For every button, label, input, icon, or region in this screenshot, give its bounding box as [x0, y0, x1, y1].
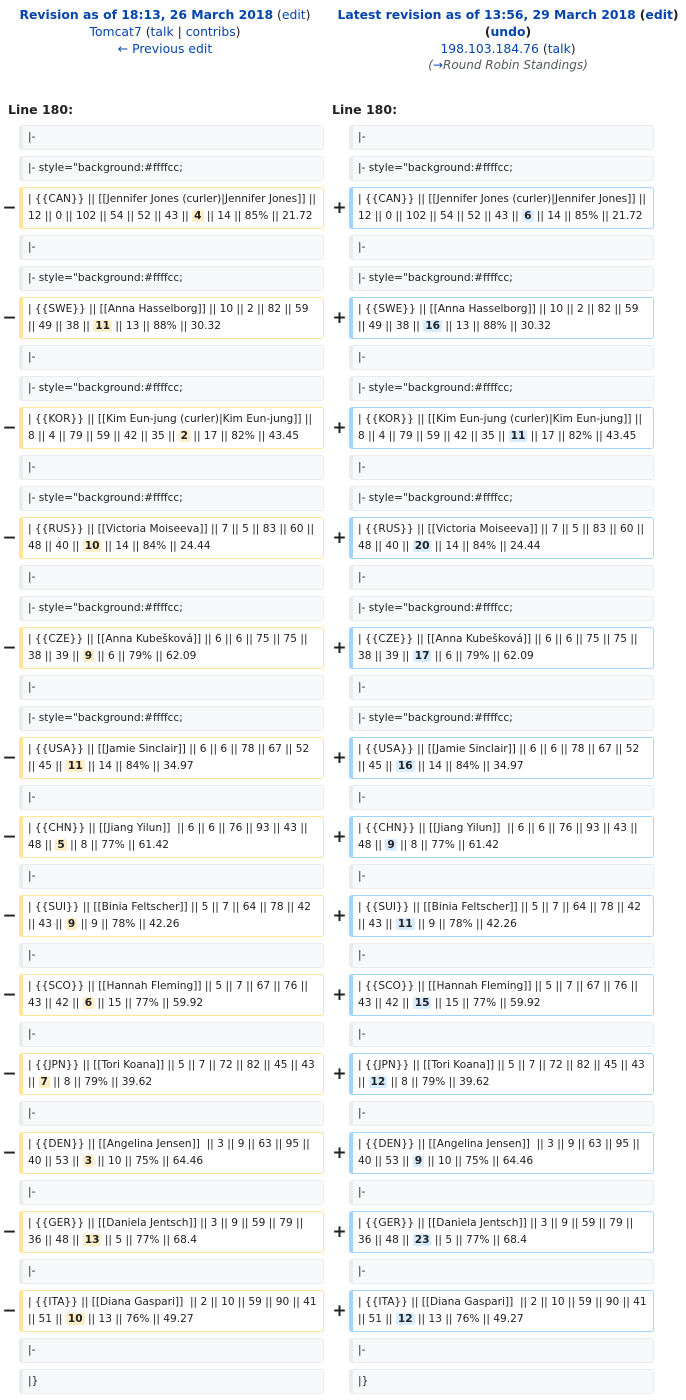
context-line-left: |- [19, 864, 324, 889]
diff-row [0, 1132, 686, 1174]
added-line [349, 1053, 654, 1095]
deleted-change: 10 [84, 540, 100, 552]
added-line [349, 517, 654, 559]
diff-row [0, 1101, 686, 1126]
added-text: | {{JPN}} || [[Tori Koana]] || 5 || 7 || 72 || 82 || 45 || 43 || [358, 1059, 649, 1088]
added-text: || 14 || 85% || 21.72 [533, 210, 643, 222]
context-marker-left [0, 1180, 19, 1205]
deleted-text: || 14 || 84% || 34.97 [84, 760, 194, 772]
added-line [349, 895, 654, 937]
diff-row [0, 156, 686, 181]
deleted-line [19, 895, 324, 937]
diff-row [0, 895, 686, 937]
added-line [349, 816, 654, 858]
context-line-left: |- style="background:#ffffcc; [19, 706, 324, 731]
added-change: 17 [414, 650, 430, 662]
deleted-line [19, 627, 324, 669]
deleted-text: | {{JPN}} || [[Tori Koana]] || 5 || 7 || 72 || 82 || 45 || 43 || [28, 1059, 319, 1088]
deleted-line-marker: − [2, 1142, 17, 1163]
added-line [349, 1132, 654, 1174]
diff-row [0, 376, 686, 401]
context-marker-left [0, 266, 19, 291]
left-revision-header: Revision as of 18:13, 26 March 2018 (edit) Tomcat7 (talk | contribs) ← Previous edit [19, 7, 311, 56]
diff-row [0, 943, 686, 968]
context-marker-right [330, 376, 349, 401]
added-line-marker: + [332, 197, 347, 218]
right-revision-title[interactable]: Latest revision as of 13:56, 29 March 2018 [337, 7, 636, 22]
deleted-text: || 8 || 79% || 39.62 [49, 1076, 153, 1088]
added-line [349, 187, 654, 229]
deleted-text: | {{SUI}} || [[Binia Feltscher]] || 5 || 7 || 64 || 78 || 42 || 43 || [28, 901, 315, 930]
undo-link[interactable]: undo [490, 24, 526, 39]
deleted-change: 10 [67, 1313, 83, 1325]
added-text: | {{SCO}} || [[Hannah Fleming]] || 5 || 7 || 67 || 76 || 43 || 42 || [358, 980, 642, 1009]
context-line-left: |- [19, 345, 324, 370]
deleted-change: 9 [84, 650, 93, 662]
right-edit-link[interactable]: edit [645, 7, 673, 22]
context-line-right: |- [349, 345, 654, 370]
context-marker-left [0, 486, 19, 511]
context-marker-right [330, 266, 349, 291]
added-line-marker: + [332, 1063, 347, 1084]
context-line-left: |- [19, 675, 324, 700]
diff-row [0, 565, 686, 590]
added-text: | {{RUS}} || [[Victoria Moiseeva]] || 7 || 5 || 83 || 60 || 48 || 40 || [358, 523, 648, 552]
added-text: || 8 || 79% || 39.62 [387, 1076, 490, 1088]
context-marker-left [0, 1101, 19, 1126]
diff-row [0, 1211, 686, 1253]
context-line-right: |- [349, 1259, 654, 1284]
added-change: 9 [387, 839, 395, 851]
deleted-line-marker: − [2, 984, 17, 1005]
added-text: | {{CZE}} || [[Anna Kubešková]] || 6 || 6 || 75 || 75 || 38 || 39 || [358, 633, 641, 662]
deleted-change: 9 [67, 918, 76, 930]
context-marker-left [0, 125, 19, 150]
context-line-right: |- style="background:#ffffcc; [349, 596, 654, 621]
diff-row [0, 1022, 686, 1047]
deleted-line [19, 517, 324, 559]
context-marker-left [0, 785, 19, 810]
diff-row [0, 455, 686, 480]
diff-row [0, 737, 686, 779]
deleted-text: || 15 || 77% || 59.92 [94, 997, 204, 1009]
deleted-text: | {{CHN}} || [[Jiang Yilun]] || 6 || 6 || 76 || 93 || 43 || 48 || [28, 822, 311, 851]
diff-row [0, 297, 686, 339]
diff-rows [0, 125, 686, 1400]
diff-row [0, 486, 686, 511]
diff-row [0, 125, 686, 150]
context-marker-right [330, 1259, 349, 1284]
deleted-line [19, 1132, 324, 1174]
added-text: | {{USA}} || [[Jamie Sinclair]] || 6 || 6 || 78 || 67 || 52 || 45 || [358, 743, 643, 772]
diff-row [0, 627, 686, 669]
added-text: || 6 || 79% || 62.09 [431, 650, 534, 662]
deleted-line [19, 737, 324, 779]
diff-row [0, 596, 686, 621]
context-line-left: |- style="background:#ffffcc; [19, 156, 324, 181]
context-line-right: |- style="background:#ffffcc; [349, 486, 654, 511]
left-talk-link[interactable]: talk [150, 24, 174, 39]
context-marker-right [330, 596, 349, 621]
added-text: | {{SUI}} || [[Binia Feltscher]] || 5 || 7 || 64 || 78 || 42 || 43 || [358, 901, 645, 930]
diff-row [0, 675, 686, 700]
deleted-text: || 6 || 79% || 62.09 [94, 650, 197, 662]
added-line-marker: + [332, 826, 347, 847]
context-line-right: |- style="background:#ffffcc; [349, 706, 654, 731]
diff-row [0, 407, 686, 449]
diff-row [0, 974, 686, 1016]
context-marker-left [0, 943, 19, 968]
context-line-left: |- [19, 125, 324, 150]
context-line-left: |- [19, 943, 324, 968]
added-text: | {{DEN}} || [[Angelina Jensen]] || 3 || 9 || 63 || 95 || 40 || 53 || [358, 1138, 644, 1167]
deleted-change: 5 [57, 839, 65, 851]
added-change: 11 [510, 430, 526, 442]
added-line-marker: + [332, 984, 347, 1005]
added-line [349, 627, 654, 669]
deleted-line-marker: − [2, 417, 17, 438]
added-change: 23 [414, 1234, 430, 1246]
deleted-text: | {{ITA}} || [[Diana Gaspari]] || 2 || 10 || 59 || 90 || 41 || 51 || [28, 1296, 320, 1325]
context-line-right: |- [349, 455, 654, 480]
diff-row [0, 517, 686, 559]
added-line-marker: + [332, 1142, 347, 1163]
left-paren-open: ( [277, 7, 282, 22]
added-change: 15 [414, 997, 430, 1009]
added-line [349, 974, 654, 1016]
deleted-line [19, 1290, 324, 1332]
left-contribs-link[interactable]: contribs [185, 24, 236, 39]
deleted-line-marker: − [2, 826, 17, 847]
deleted-line-marker: − [2, 527, 17, 548]
deleted-line [19, 187, 324, 229]
deleted-line [19, 297, 324, 339]
deleted-text: || 14 || 84% || 24.44 [101, 540, 211, 552]
context-marker-left [0, 706, 19, 731]
context-marker-left [0, 1259, 19, 1284]
deleted-text: | {{RUS}} || [[Victoria Moiseeva]] || 7 || 5 || 83 || 60 || 48 || 40 || [28, 523, 318, 552]
context-marker-right [330, 125, 349, 150]
added-line-marker: + [332, 417, 347, 438]
deleted-change: 7 [40, 1076, 48, 1088]
context-line-left: |- style="background:#ffffcc; [19, 376, 324, 401]
added-change: 6 [524, 210, 532, 222]
previous-edit-link[interactable]: ← Previous edit [117, 41, 213, 56]
diff-row [0, 1053, 686, 1095]
context-line-left: |- [19, 1259, 324, 1284]
deleted-text: | {{KOR}} || [[Kim Eun-jung (curler)|Kim Eun-jung]] || 8 || 4 || 79 || 59 || 42 || 35 || [28, 413, 316, 442]
added-text: || 15 || 77% || 59.92 [431, 997, 541, 1009]
deleted-text: || 9 || 78% || 42.26 [77, 918, 180, 930]
added-text: || 14 || 84% || 34.97 [414, 760, 524, 772]
added-text: || 8 || 77% || 61.42 [396, 839, 499, 851]
added-line [349, 297, 654, 339]
context-marker-right [330, 345, 349, 370]
context-marker-right [330, 864, 349, 889]
context-marker-right [330, 235, 349, 260]
diff-row [0, 785, 686, 810]
diff-row [0, 1290, 686, 1332]
added-text: | {{KOR}} || [[Kim Eun-jung (curler)|Kim Eun-jung]] || 8 || 4 || 79 || 59 || 42 || 35 || [358, 413, 646, 442]
deleted-text: || 8 || 77% || 61.42 [66, 839, 169, 851]
added-line-marker: + [332, 747, 347, 768]
deleted-text: | {{SCO}} || [[Hannah Fleming]] || 5 || 7 || 67 || 76 || 43 || 42 || [28, 980, 312, 1009]
added-change: 12 [370, 1076, 386, 1088]
right-talk-link[interactable]: talk [547, 41, 571, 56]
context-line-right: |- style="background:#ffffcc; [349, 376, 654, 401]
added-text: | {{SWE}} || [[Anna Hasselborg]] || 10 || 2 || 82 || 59 || 49 || 38 || [358, 303, 642, 332]
context-marker-left [0, 156, 19, 181]
line-number-right: Line 180: [332, 102, 398, 117]
deleted-text: | {{SWE}} || [[Anna Hasselborg]] || 10 || 2 || 82 || 59 || 49 || 38 || [28, 303, 312, 332]
context-marker-right [330, 1338, 349, 1363]
context-marker-left [0, 376, 19, 401]
context-line-left: |- [19, 565, 324, 590]
context-marker-left [0, 864, 19, 889]
context-line-right: |- [349, 1101, 654, 1126]
added-change: 9 [414, 1155, 423, 1167]
context-line-right: |} [349, 1369, 654, 1394]
deleted-line-marker: − [2, 637, 17, 658]
deleted-text: | {{CZE}} || [[Anna Kubešková]] || 6 || 6 || 75 || 75 || 38 || 39 || [28, 633, 311, 662]
left-revision-title[interactable]: Revision as of 18:13, 26 March 2018 [19, 7, 274, 22]
context-marker-right [330, 1101, 349, 1126]
context-line-right: |- [349, 1022, 654, 1047]
context-marker-right [330, 565, 349, 590]
added-text: || 13 || 88% || 30.32 [441, 320, 551, 332]
context-line-right: |- [349, 675, 654, 700]
context-line-right: |- [349, 864, 654, 889]
added-line-marker: + [332, 905, 347, 926]
context-line-right: |- [349, 565, 654, 590]
added-line [349, 1211, 654, 1253]
deleted-line-marker: − [2, 1063, 17, 1084]
diff-row [0, 345, 686, 370]
context-line-left: |} [19, 1369, 324, 1394]
section-comment: Round Robin Standings [442, 58, 584, 72]
deleted-text: | {{DEN}} || [[Angelina Jensen]] || 3 || 9 || 63 || 95 || 40 || 53 || [28, 1138, 314, 1167]
diff-row [0, 187, 686, 229]
left-user-link[interactable]: Tomcat7 [89, 24, 142, 39]
context-marker-left [0, 235, 19, 260]
context-marker-left [0, 345, 19, 370]
deleted-text: | {{CAN}} || [[Jennifer Jones (curler)|Jennifer Jones]] || 12 || 0 || 102 || 54 || 52 || 43 || [28, 193, 320, 222]
context-marker-right [330, 1022, 349, 1047]
right-revision-header: Latest revision as of 13:56, 29 March 2018 (edit) (undo) 198.103.184.76 (talk) (→Round Robin Standings) [330, 6, 686, 74]
deleted-change: 3 [84, 1155, 93, 1167]
context-line-left: |- style="background:#ffffcc; [19, 596, 324, 621]
added-text: | {{GER}} || [[Daniela Jentsch]] || 3 || 9 || 59 || 79 || 36 || 48 || [358, 1217, 637, 1246]
left-edit-link[interactable]: edit [281, 7, 306, 22]
diff-row [0, 266, 686, 291]
context-marker-left [0, 1022, 19, 1047]
deleted-change: 13 [84, 1234, 100, 1246]
deleted-text: | {{USA}} || [[Jamie Sinclair]] || 6 || 6 || 78 || 67 || 52 || 45 || [28, 743, 313, 772]
context-line-right: |- [349, 785, 654, 810]
context-marker-right [330, 455, 349, 480]
added-change: 12 [397, 1313, 413, 1325]
added-line-marker: + [332, 307, 347, 328]
deleted-change: 11 [95, 320, 110, 332]
added-text: || 14 || 84% || 24.44 [431, 540, 541, 552]
context-marker-left [0, 565, 19, 590]
added-text: || 13 || 76% || 49.27 [414, 1313, 524, 1325]
added-line [349, 407, 654, 449]
context-line-left: |- [19, 455, 324, 480]
deleted-line [19, 407, 324, 449]
context-marker-right [330, 943, 349, 968]
edit-summary: (→Round Robin Standings) [428, 58, 588, 72]
context-line-right: |- [349, 1338, 654, 1363]
context-line-right: |- [349, 1180, 654, 1205]
added-text: || 10 || 75% || 64.46 [424, 1155, 534, 1167]
deleted-text: || 10 || 75% || 64.46 [94, 1155, 204, 1167]
added-text: || 9 || 78% || 42.26 [414, 918, 517, 930]
context-line-left: |- style="background:#ffffcc; [19, 486, 324, 511]
added-change: 20 [414, 540, 430, 552]
deleted-change: 2 [180, 430, 189, 442]
right-user-link[interactable]: 198.103.184.76 [440, 41, 539, 56]
added-text: | {{CHN}} || [[Jiang Yilun]] || 6 || 6 || 76 || 93 || 43 || 48 || [358, 822, 641, 851]
added-line-marker: + [332, 637, 347, 658]
deleted-change: 6 [84, 997, 93, 1009]
added-line-marker: + [332, 1300, 347, 1321]
deleted-line-marker: − [2, 905, 17, 926]
added-text: | {{ITA}} || [[Diana Gaspari]] || 2 || 10 || 59 || 90 || 41 || 51 || [358, 1296, 650, 1325]
added-line-marker: + [332, 527, 347, 548]
context-line-left: |- [19, 235, 324, 260]
added-change: 16 [397, 760, 413, 772]
added-line [349, 1290, 654, 1332]
deleted-line [19, 1053, 324, 1095]
context-marker-left [0, 1369, 19, 1394]
context-line-left: |- [19, 1022, 324, 1047]
deleted-change: 4 [194, 210, 202, 222]
context-line-right: |- style="background:#ffffcc; [349, 156, 654, 181]
diff-row [0, 1180, 686, 1205]
context-marker-right [330, 706, 349, 731]
diff-row [0, 864, 686, 889]
deleted-line [19, 974, 324, 1016]
diff-row [0, 235, 686, 260]
context-line-left: |- [19, 1338, 324, 1363]
context-line-left: |- [19, 785, 324, 810]
deleted-text: | {{GER}} || [[Daniela Jentsch]] || 3 || 9 || 59 || 79 || 36 || 48 || [28, 1217, 307, 1246]
diff-row [0, 1338, 686, 1363]
deleted-text: || 14 || 85% || 21.72 [203, 210, 313, 222]
diff-row [0, 1259, 686, 1284]
context-line-left: |- [19, 1180, 324, 1205]
deleted-text: || 17 || 82% || 43.45 [190, 430, 299, 442]
context-marker-left [0, 455, 19, 480]
context-line-right: |- style="background:#ffffcc; [349, 266, 654, 291]
context-marker-right [330, 486, 349, 511]
line-number-left: Line 180: [8, 102, 74, 117]
context-marker-right [330, 785, 349, 810]
added-text: || 5 || 77% || 68.4 [431, 1234, 527, 1246]
added-text: || 17 || 82% || 43.45 [527, 430, 637, 442]
context-line-left: |- style="background:#ffffcc; [19, 266, 324, 291]
deleted-line-marker: − [2, 197, 17, 218]
added-text: | {{CAN}} || [[Jennifer Jones (curler)|Jennifer Jones]] || 12 || 0 || 102 || 54 || 52 || 43 || [358, 193, 650, 222]
diff-row [0, 816, 686, 858]
deleted-line-marker: − [2, 307, 17, 328]
deleted-text: || 5 || 77% || 68.4 [101, 1234, 197, 1246]
section-arrow-link[interactable]: → [432, 58, 443, 72]
diff-row [0, 1369, 686, 1394]
added-change: 11 [397, 918, 413, 930]
added-line [349, 737, 654, 779]
context-marker-left [0, 675, 19, 700]
context-line-left: |- [19, 1101, 324, 1126]
context-marker-right [330, 1180, 349, 1205]
context-marker-left [0, 1338, 19, 1363]
context-line-right: |- [349, 125, 654, 150]
deleted-line-marker: − [2, 1300, 17, 1321]
context-line-right: |- [349, 943, 654, 968]
context-marker-right [330, 1369, 349, 1394]
deleted-line-marker: − [2, 747, 17, 768]
context-marker-right [330, 675, 349, 700]
diff-row [0, 706, 686, 731]
added-line-marker: + [332, 1221, 347, 1242]
deleted-line [19, 816, 324, 858]
added-change: 16 [425, 320, 440, 332]
deleted-line [19, 1211, 324, 1253]
deleted-line-marker: − [2, 1221, 17, 1242]
deleted-text: || 13 || 76% || 49.27 [84, 1313, 194, 1325]
context-marker-left [0, 596, 19, 621]
context-line-right: |- [349, 235, 654, 260]
context-marker-right [330, 156, 349, 181]
deleted-change: 11 [67, 760, 83, 772]
deleted-text: || 13 || 88% || 30.32 [111, 320, 221, 332]
